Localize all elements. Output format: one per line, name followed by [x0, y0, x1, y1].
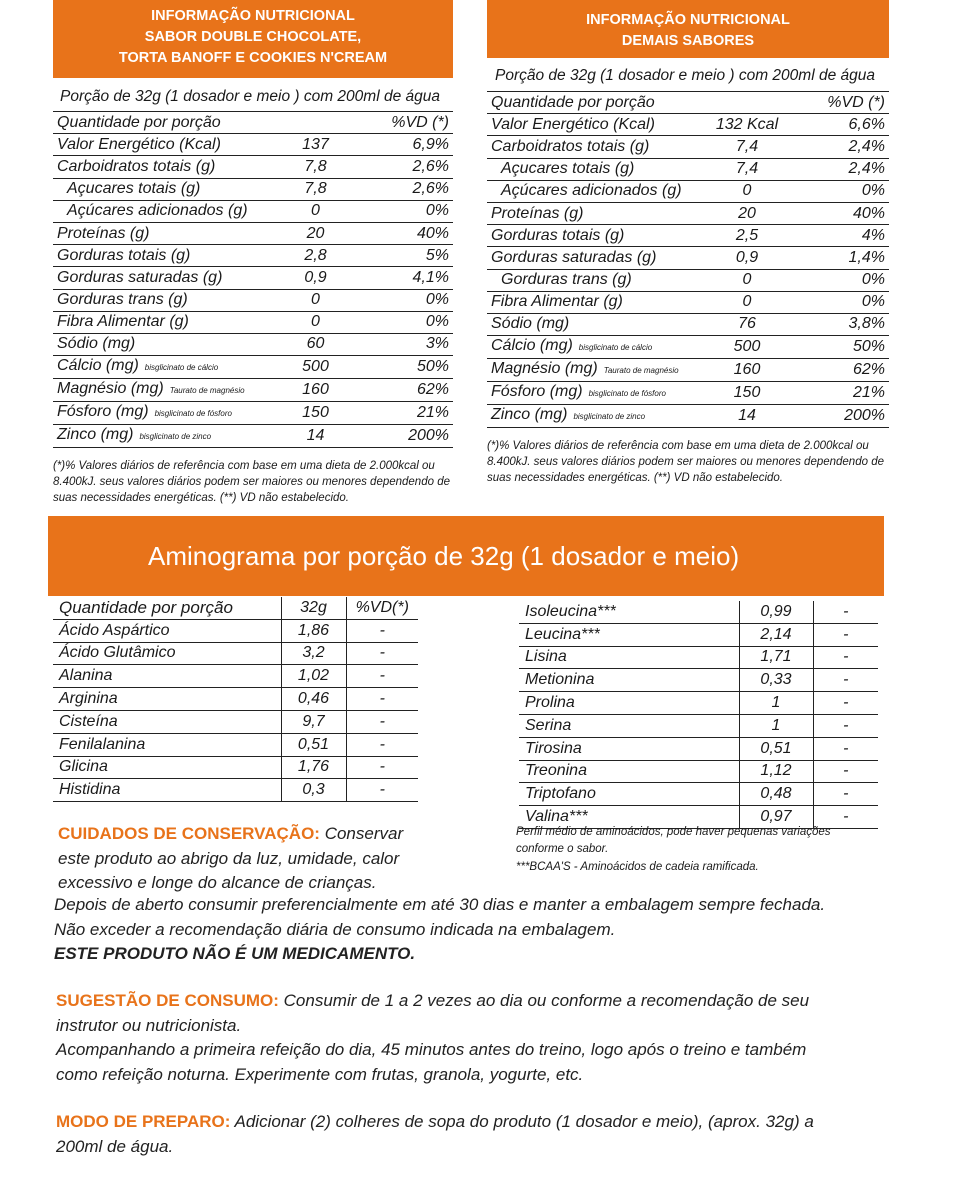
amino-amount: 0,48 — [739, 783, 813, 806]
nutrient-amount: 500 — [268, 356, 363, 379]
table-row — [53, 178, 453, 200]
nutrient-label: Fibra Alimentar (g) — [491, 293, 623, 311]
nutrient-amount: 132 Kcal — [697, 114, 797, 136]
nutrient-cell — [487, 158, 697, 180]
left-portion: Porção de 32g (1 dosador e meio ) com 200ml de água — [60, 88, 440, 105]
amino-vd: - — [813, 737, 878, 760]
nutrient-vd: 2,4% — [797, 136, 889, 158]
table-row — [53, 134, 453, 156]
nutrient-vd: 3% — [363, 333, 453, 355]
nutrient-label: Cálcio (mg) — [57, 357, 139, 375]
nutrient-amount: 0 — [268, 200, 363, 222]
amino-vd: - — [813, 669, 878, 692]
amino-amount: 0,46 — [281, 688, 346, 711]
amino-row — [53, 710, 418, 733]
amino-name: Metionina — [519, 669, 739, 692]
nutrient-label: Proteínas (g) — [491, 204, 584, 222]
nutrient-label: Gorduras trans (g) — [501, 271, 632, 289]
header-vd: %VD (*) — [363, 112, 453, 134]
nutrient-cell — [487, 247, 697, 269]
nutrient-vd: 2,4% — [797, 158, 889, 180]
table-row — [487, 336, 889, 359]
table-row — [53, 222, 453, 244]
nutrient-cell — [53, 245, 268, 267]
nutrient-cell — [53, 222, 268, 244]
nutrient-cell — [53, 333, 268, 355]
preparation-text-1: Adicionar (2) colheres de sopa do produto (1 dosador e meio), (aprox. 32g) a — [234, 1112, 814, 1131]
aminogram-right-table — [519, 601, 878, 829]
table-row — [53, 289, 453, 311]
nutrient-label: Sódio (mg) — [57, 335, 136, 353]
amino-name: Lisina — [519, 646, 739, 669]
nutrient-label: Zinco (mg) — [57, 426, 134, 444]
amino-row — [53, 642, 418, 665]
nutrient-amount: 500 — [697, 336, 797, 359]
amino-vd: - — [346, 710, 418, 733]
nutrient-label: Magnésio (mg) — [491, 360, 598, 378]
nutrient-note: bisglicinato de cálcio — [578, 343, 653, 353]
amino-amount: 0,99 — [739, 601, 813, 623]
nutrient-vd: 0% — [797, 291, 889, 313]
amino-vd: - — [346, 688, 418, 711]
consumption-label: SUGESTÃO DE CONSUMO: — [56, 991, 279, 1010]
nutrient-vd: 4% — [797, 225, 889, 247]
table-row — [487, 158, 889, 180]
amino-name: Ácido Glutâmico — [53, 642, 281, 665]
nutrient-cell — [487, 202, 697, 224]
amino-vd: - — [346, 733, 418, 756]
conservation-line-3: excessivo e longe do alcance de crianças. — [58, 873, 377, 892]
nutrient-cell — [53, 289, 268, 311]
amino-row — [519, 783, 878, 806]
nutrient-amount: 20 — [697, 202, 797, 224]
table-row — [487, 269, 889, 291]
preparation-line-2: 200ml de água. — [56, 1136, 174, 1156]
table-row — [487, 225, 889, 247]
amino-amount: 1 — [739, 714, 813, 737]
header-label: Quantidade por porção — [487, 92, 697, 114]
nutrient-vd: 2,6% — [363, 156, 453, 178]
nutrient-vd: 21% — [363, 402, 453, 425]
nutrient-vd: 62% — [363, 379, 453, 402]
table-row — [487, 382, 889, 405]
nutrient-amount: 0 — [268, 289, 363, 311]
table-row — [487, 202, 889, 224]
not-medicine-warning: ESTE PRODUTO NÃO É UM MEDICAMENTO. — [54, 944, 416, 963]
nutrient-label: Valor Energético (Kcal) — [491, 115, 655, 133]
nutrient-vd: 200% — [363, 425, 453, 448]
amino-row — [519, 623, 878, 646]
nutrient-cell — [487, 114, 697, 136]
amino-name: Ácido Aspártico — [53, 619, 281, 642]
nutrient-note: bisglicinato de cálcio — [144, 363, 219, 373]
nutrient-vd: 0% — [797, 180, 889, 202]
nutrient-amount: 14 — [268, 425, 363, 448]
nutrient-cell — [53, 402, 268, 425]
table-row — [53, 379, 453, 402]
nutrient-note: bisglicinato de zinco — [139, 432, 212, 442]
table-row — [487, 359, 889, 382]
conservation-line-5: Não exceder a recomendação diária de consumo indicada na embalagem. — [54, 919, 616, 939]
amino-amount: 1,76 — [281, 756, 346, 779]
nutrient-cell — [53, 356, 268, 379]
aminogram-header-vd: %VD(*) — [346, 597, 418, 619]
consumption-line-3: Acompanhando a primeira refeição do dia, 45 minutos antes do treino, logo após o treino e também — [56, 1040, 807, 1059]
amino-row — [53, 688, 418, 711]
nutrient-vd: 50% — [797, 336, 889, 359]
amino-vd: - — [813, 760, 878, 783]
amino-row — [519, 737, 878, 760]
amino-amount: 0,33 — [739, 669, 813, 692]
amino-amount: 2,14 — [739, 623, 813, 646]
nutrient-amount: 14 — [697, 405, 797, 428]
nutrient-amount: 7,8 — [268, 178, 363, 200]
amino-row — [519, 714, 878, 737]
right-panel-header — [487, 0, 889, 58]
table-row — [53, 245, 453, 267]
amino-row — [519, 601, 878, 623]
nutrient-amount: 0 — [697, 291, 797, 313]
amino-row — [519, 669, 878, 692]
nutrient-vd: 50% — [363, 356, 453, 379]
preparation-label: MODO DE PREPARO: — [56, 1112, 231, 1131]
nutrient-vd: 1,4% — [797, 247, 889, 269]
nutrient-vd: 40% — [363, 222, 453, 244]
header-amount — [697, 92, 797, 114]
nutrient-amount: 0 — [697, 269, 797, 291]
right-nutrition-table — [487, 91, 889, 428]
nutrient-cell — [487, 382, 697, 405]
amino-name: Valina*** — [519, 806, 739, 829]
amino-vd: - — [813, 806, 878, 829]
nutrient-label: Açúcares adicionados (g) — [501, 182, 682, 200]
aminogram-note: Perfil médio de aminoácidos, pode haver pequenas variações conforme o sabor. — [516, 826, 831, 855]
conservation-label: CUIDADOS DE CONSERVAÇÃO: — [58, 824, 320, 843]
nutrient-amount: 76 — [697, 313, 797, 335]
nutrient-cell — [53, 425, 268, 448]
amino-vd: - — [813, 601, 878, 623]
nutrient-cell — [53, 311, 268, 333]
table-row — [53, 267, 453, 289]
left-footnote: (*)% Valores diários de referência com base em uma dieta de 2.000kcal ou 8.400kJ. seus valores diários podem ser maiores ou menores dependendo de suas necessidades energéticas. (**) VD não estabelecido. — [53, 460, 450, 504]
nutrient-amount: 20 — [268, 222, 363, 244]
nutrient-vd: 6,9% — [363, 134, 453, 156]
header-label: Quantidade por porção — [53, 112, 268, 134]
nutrient-cell — [53, 134, 268, 156]
nutrient-cell — [487, 405, 697, 428]
nutrient-label: Fósforo (mg) — [57, 403, 149, 421]
nutrient-vd: 5% — [363, 245, 453, 267]
nutrient-cell — [487, 269, 697, 291]
amino-row — [53, 779, 418, 802]
bcaa-note: ***BCAA'S - Aminoácidos de cadeia ramificada. — [516, 861, 759, 873]
nutrient-amount: 0,9 — [697, 247, 797, 269]
conservation-line-4: Depois de aberto consumir preferencialmente em até 30 dias e manter a embalagem sempre fechada. — [54, 895, 826, 914]
nutrient-vd: 40% — [797, 202, 889, 224]
amino-name: Serina — [519, 714, 739, 737]
nutrient-cell — [53, 200, 268, 222]
header-vd: %VD (*) — [797, 92, 889, 114]
left-nutrition-table — [53, 111, 453, 448]
amino-row — [519, 646, 878, 669]
nutrient-vd: 4,1% — [363, 267, 453, 289]
right-header-line-1: INFORMAÇÃO NUTRICIONAL — [586, 12, 790, 28]
amino-vd: - — [813, 692, 878, 715]
nutrient-cell — [487, 359, 697, 382]
nutrient-vd: 0% — [363, 200, 453, 222]
nutrient-label: Fósforo (mg) — [491, 383, 583, 401]
right-header-line-2: DEMAIS SABORES — [621, 33, 755, 49]
nutrient-cell — [53, 267, 268, 289]
nutrient-label: Açucares totais (g) — [501, 160, 635, 178]
table-row — [53, 333, 453, 355]
nutrient-amount: 150 — [697, 382, 797, 405]
nutrient-label: Gorduras saturadas (g) — [57, 268, 223, 286]
nutrient-label: Gorduras totais (g) — [491, 226, 625, 244]
amino-amount: 9,7 — [281, 710, 346, 733]
amino-name: Triptofano — [519, 783, 739, 806]
amino-vd: - — [813, 783, 878, 806]
amino-name: Leucina*** — [519, 623, 739, 646]
amino-vd: - — [346, 619, 418, 642]
amino-name: Treonina — [519, 760, 739, 783]
left-header-line-1: INFORMAÇÃO NUTRICIONAL — [151, 8, 355, 24]
aminogram-header-amount: 32g — [281, 597, 346, 619]
amino-name: Tirosina — [519, 737, 739, 760]
nutrient-vd: 200% — [797, 405, 889, 428]
table-header-row — [53, 112, 453, 134]
amino-name: Prolina — [519, 692, 739, 715]
amino-row — [53, 756, 418, 779]
amino-name: Fenilalanina — [53, 733, 281, 756]
nutrient-note: Taurato de magnésio — [603, 366, 679, 376]
nutrient-label: Valor Energético (Kcal) — [57, 135, 221, 153]
nutrient-amount: 0 — [268, 311, 363, 333]
amino-vd: - — [813, 646, 878, 669]
amino-row — [53, 665, 418, 688]
left-panel-header — [53, 0, 453, 78]
nutrient-vd: 0% — [797, 269, 889, 291]
table-row — [53, 425, 453, 448]
nutrient-cell — [53, 379, 268, 402]
amino-amount: 3,2 — [281, 642, 346, 665]
amino-amount: 0,51 — [739, 737, 813, 760]
table-row — [53, 156, 453, 178]
nutrient-vd: 0% — [363, 289, 453, 311]
aminogram-title: Aminograma por porção de 32g (1 dosador e meio) — [48, 516, 884, 596]
amino-vd: - — [346, 665, 418, 688]
header-amount — [268, 112, 363, 134]
table-row — [53, 356, 453, 379]
nutrient-label: Sódio (mg) — [491, 315, 570, 333]
nutrient-vd: 2,6% — [363, 178, 453, 200]
nutrient-label: Fibra Alimentar (g) — [57, 313, 189, 331]
amino-row — [519, 760, 878, 783]
nutrient-amount: 7,4 — [697, 136, 797, 158]
amino-amount: 1,86 — [281, 619, 346, 642]
amino-name: Histidina — [53, 779, 281, 802]
left-header-line-3: TORTA BANOFF E COOKIES N'CREAM — [118, 50, 388, 66]
nutrient-amount: 60 — [268, 333, 363, 355]
nutrient-note: bisglicinato de zinco — [573, 412, 646, 422]
amino-vd: - — [346, 779, 418, 802]
table-row — [487, 313, 889, 335]
nutrient-label: Carboidratos totais (g) — [57, 157, 216, 175]
amino-name: Isoleucina*** — [519, 601, 739, 623]
nutrient-label: Proteínas (g) — [57, 224, 150, 242]
amino-row — [53, 619, 418, 642]
aminogram-header-row — [53, 597, 418, 619]
nutrient-vd: 6,6% — [797, 114, 889, 136]
nutrient-label: Gorduras trans (g) — [57, 291, 188, 309]
amino-amount: 0,51 — [281, 733, 346, 756]
table-row — [53, 200, 453, 222]
nutrient-label: Açucares totais (g) — [67, 180, 201, 198]
amino-amount: 1,71 — [739, 646, 813, 669]
amino-vd: - — [346, 642, 418, 665]
nutrient-amount: 150 — [268, 402, 363, 425]
nutrient-cell — [487, 136, 697, 158]
table-row — [487, 114, 889, 136]
nutrient-cell — [53, 156, 268, 178]
nutrient-cell — [487, 291, 697, 313]
consumption-block — [56, 989, 956, 1087]
nutrient-vd: 62% — [797, 359, 889, 382]
nutrient-label: Gorduras saturadas (g) — [491, 248, 657, 266]
consumption-line-2: instrutor ou nutricionista. — [56, 1015, 242, 1035]
preparation-block — [56, 1110, 956, 1159]
nutrient-amount: 7,4 — [697, 158, 797, 180]
nutrient-amount: 160 — [268, 379, 363, 402]
nutrient-label: Gorduras totais (g) — [57, 246, 191, 264]
conservation-block-2 — [54, 893, 954, 967]
nutrient-cell — [487, 336, 697, 359]
nutrient-amount: 2,8 — [268, 245, 363, 267]
conservation-text-1: Conservar — [324, 824, 404, 843]
amino-amount: 0,97 — [739, 806, 813, 829]
amino-row — [519, 692, 878, 715]
nutrient-vd: 21% — [797, 382, 889, 405]
nutrient-amount: 160 — [697, 359, 797, 382]
aminogram-left-table — [53, 597, 418, 802]
amino-amount: 1 — [739, 692, 813, 715]
nutrient-label: Açúcares adicionados (g) — [67, 202, 248, 220]
amino-row — [53, 733, 418, 756]
amino-name: Glicina — [53, 756, 281, 779]
table-header-row — [487, 92, 889, 114]
table-row — [53, 402, 453, 425]
table-row — [53, 311, 453, 333]
nutrient-vd: 0% — [363, 311, 453, 333]
consumption-line-4: como refeição noturna. Experimente com frutas, granola, yogurte, etc. — [56, 1064, 584, 1084]
amino-vd: - — [346, 756, 418, 779]
amino-vd: - — [813, 623, 878, 646]
nutrient-cell — [487, 313, 697, 335]
amino-name: Arginina — [53, 688, 281, 711]
amino-amount: 0,3 — [281, 779, 346, 802]
nutrient-amount: 2,5 — [697, 225, 797, 247]
nutrient-amount: 0,9 — [268, 267, 363, 289]
amino-name: Cisteína — [53, 710, 281, 733]
amino-vd: - — [813, 714, 878, 737]
conservation-block — [58, 822, 938, 896]
nutrient-label: Zinco (mg) — [491, 406, 568, 424]
nutrient-label: Cálcio (mg) — [491, 337, 573, 355]
amino-name: Alanina — [53, 665, 281, 688]
nutrient-cell — [487, 180, 697, 202]
nutrient-amount: 0 — [697, 180, 797, 202]
right-portion: Porção de 32g (1 dosador e meio ) com 200ml de água — [495, 67, 875, 84]
consumption-text-1: Consumir de 1 a 2 vezes ao dia ou conforme a recomendação de seu — [283, 991, 810, 1010]
nutrient-cell — [53, 178, 268, 200]
right-footnote: (*)% Valores diários de referência com base em uma dieta de 2.000kcal ou 8.400kJ. seus valores diários podem ser maiores ou menores dependendo de suas necessidades energéticas. (**) VD não estabelecido. — [487, 440, 884, 484]
nutrient-amount: 137 — [268, 134, 363, 156]
table-row — [487, 180, 889, 202]
nutrient-note: Taurato de magnésio — [169, 386, 245, 396]
table-row — [487, 291, 889, 313]
table-row — [487, 405, 889, 428]
left-header-line-2: SABOR DOUBLE CHOCOLATE, — [144, 29, 362, 45]
conservation-line-2: este produto ao abrigo da luz, umidade, calor — [58, 848, 400, 868]
nutrient-note: bisglicinato de fósforo — [588, 389, 666, 399]
nutrient-amount: 7,8 — [268, 156, 363, 178]
nutrient-label: Carboidratos totais (g) — [491, 137, 650, 155]
nutrient-vd: 3,8% — [797, 313, 889, 335]
amino-amount: 1,12 — [739, 760, 813, 783]
nutrient-label: Magnésio (mg) — [57, 380, 164, 398]
nutrient-note: bisglicinato de fósforo — [154, 409, 232, 419]
table-row — [487, 247, 889, 269]
aminogram-header-label: Quantidade por porção — [53, 597, 281, 619]
amino-amount: 1,02 — [281, 665, 346, 688]
table-row — [487, 136, 889, 158]
nutrient-cell — [487, 225, 697, 247]
